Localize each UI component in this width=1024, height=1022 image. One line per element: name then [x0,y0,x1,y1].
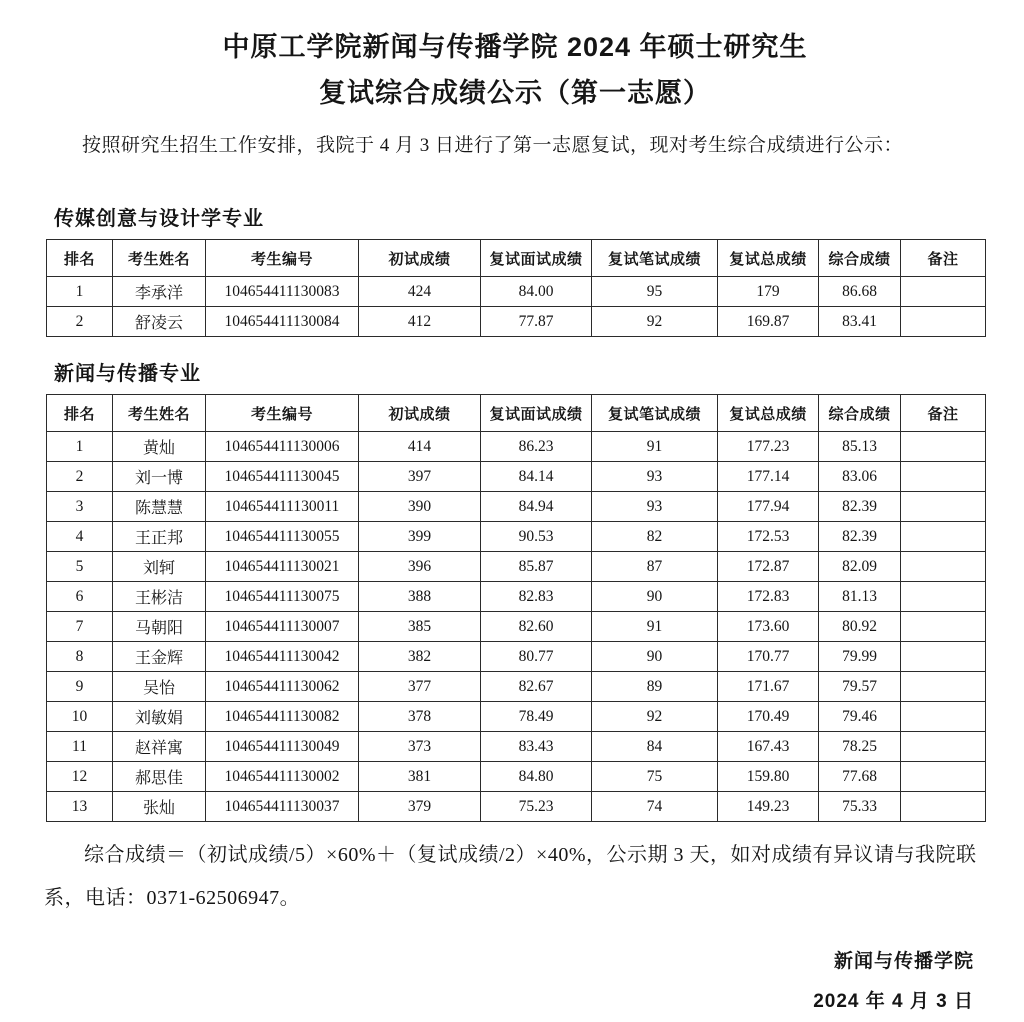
table-cell [901,702,986,732]
candidate-name-cell: 刘敏娟 [113,702,206,732]
candidate-name-cell: 赵祥寓 [113,732,206,762]
table-cell: 2 [47,462,113,492]
table-cell: 79.99 [819,642,901,672]
table-cell: 173.60 [718,612,819,642]
section-heading-media-design: 传媒创意与设计学专业 [54,208,264,231]
table-cell: 177.94 [718,492,819,522]
table-cell: 79.46 [819,702,901,732]
table-cell: 84.14 [481,462,592,492]
table-cell: 424 [359,277,481,307]
table-cell: 1 [47,277,113,307]
column-header: 综合成绩 [819,240,901,277]
table-cell: 167.43 [718,732,819,762]
table-cell: 104654411130083 [206,277,359,307]
table-row [47,492,986,522]
table-cell: 379 [359,792,481,822]
table-cell: 82.60 [481,612,592,642]
candidate-name-cell: 马朝阳 [113,612,206,642]
table-cell [901,277,986,307]
column-header: 考生编号 [206,395,359,432]
table-cell: 84.80 [481,762,592,792]
table-cell: 82 [592,522,718,552]
header-row [47,240,986,277]
intro-paragraph: 按照研究生招生工作安排，我院于 4 月 3 日进行了第一志愿复试，现对考生综合成绩进行公示： [82,134,904,156]
candidate-name-cell: 张灿 [113,792,206,822]
table-cell: 381 [359,762,481,792]
candidate-name-cell: 王金辉 [113,642,206,672]
score-table-media-design [46,239,986,337]
column-header: 综合成绩 [819,395,901,432]
column-header: 初试成绩 [359,395,481,432]
table-cell: 149.23 [718,792,819,822]
table-cell: 84 [592,732,718,762]
table-cell: 78.25 [819,732,901,762]
table-cell: 169.87 [718,307,819,337]
note-paragraph: 综合成绩＝（初试成绩/5）×60%＋（复试成绩/2）×40%，公示期 3 天，如对成绩有异议请与我院联系，电话：0371-62506947。 [44,844,977,910]
table-cell: 373 [359,732,481,762]
table-cell: 92 [592,307,718,337]
table-cell: 172.87 [718,552,819,582]
table-cell: 104654411130007 [206,612,359,642]
table-cell: 82.09 [819,552,901,582]
section-journalism [44,357,986,822]
table-cell: 79.57 [819,672,901,702]
table-row [47,762,986,792]
table-cell: 83.06 [819,462,901,492]
table-cell: 91 [592,612,718,642]
signature-org: 新闻与传播学院 [833,951,974,973]
table-row [47,307,986,337]
column-header: 备注 [901,240,986,277]
table-cell: 171.67 [718,672,819,702]
table-cell: 82.39 [819,522,901,552]
table-cell [901,522,986,552]
table-cell: 396 [359,552,481,582]
table-cell: 172.53 [718,522,819,552]
column-header: 复试总成绩 [718,395,819,432]
score-table-journalism [46,394,986,822]
document-title [44,24,986,117]
column-header: 考生编号 [206,240,359,277]
table-cell: 80.92 [819,612,901,642]
candidate-name-cell: 吴怡 [113,672,206,702]
table-cell: 84.00 [481,277,592,307]
table-cell: 77.87 [481,307,592,337]
title-line-2: 复试综合成绩公示（第一志愿） [319,78,711,109]
table-cell [901,762,986,792]
table-cell: 5 [47,552,113,582]
table-row [47,462,986,492]
table-row [47,612,986,642]
table-cell: 9 [47,672,113,702]
table-row [47,702,986,732]
table-cell: 85.87 [481,552,592,582]
table-cell: 90 [592,642,718,672]
table-cell: 104654411130002 [206,762,359,792]
table-cell: 179 [718,277,819,307]
column-header: 备注 [901,395,986,432]
candidate-name-cell: 舒凌云 [113,307,206,337]
table-cell: 104654411130045 [206,462,359,492]
table-row [47,792,986,822]
table-cell: 75.33 [819,792,901,822]
table-cell: 13 [47,792,113,822]
table-cell: 1 [47,432,113,462]
table-cell: 90.53 [481,522,592,552]
table-cell: 75 [592,762,718,792]
table-cell: 177.23 [718,432,819,462]
table-cell: 3 [47,492,113,522]
table-cell: 93 [592,462,718,492]
table-cell [901,492,986,522]
table-cell: 90 [592,582,718,612]
column-header: 复试面试成绩 [481,395,592,432]
candidate-name-cell: 黄灿 [113,432,206,462]
table-cell: 104654411130082 [206,702,359,732]
table-cell: 82.39 [819,492,901,522]
table-row [47,552,986,582]
table-cell: 385 [359,612,481,642]
table-cell: 377 [359,672,481,702]
table-cell: 104654411130084 [206,307,359,337]
column-header: 复试笔试成绩 [592,395,718,432]
candidate-name-cell: 王正邦 [113,522,206,552]
table-cell [901,672,986,702]
candidate-name-cell: 郝思佳 [113,762,206,792]
table-cell: 170.77 [718,642,819,672]
table-cell: 104654411130042 [206,642,359,672]
header-row [47,395,986,432]
table-cell: 104654411130011 [206,492,359,522]
table-cell: 388 [359,582,481,612]
table-cell [901,792,986,822]
table-row [47,582,986,612]
table-cell: 75.23 [481,792,592,822]
table-cell: 104654411130006 [206,432,359,462]
table-cell: 95 [592,277,718,307]
table-cell: 2 [47,307,113,337]
table-cell: 92 [592,702,718,732]
table-cell: 6 [47,582,113,612]
table-cell: 104654411130021 [206,552,359,582]
table-cell: 82.67 [481,672,592,702]
table-cell: 378 [359,702,481,732]
table-row [47,642,986,672]
table-cell: 86.23 [481,432,592,462]
table-cell: 390 [359,492,481,522]
table-cell: 83.41 [819,307,901,337]
table-cell: 382 [359,642,481,672]
table-cell: 12 [47,762,113,792]
table-cell: 170.49 [718,702,819,732]
column-header: 考生姓名 [113,395,206,432]
table-cell: 104654411130037 [206,792,359,822]
table-cell: 4 [47,522,113,552]
table-cell [901,462,986,492]
signature-date: 2024 年 4 月 3 日 [813,991,974,1013]
section-heading-journalism: 新闻与传播专业 [54,363,201,386]
table-row [47,672,986,702]
table-row [47,522,986,552]
table-cell [901,642,986,672]
table-cell: 399 [359,522,481,552]
column-header: 初试成绩 [359,240,481,277]
table-row [47,277,986,307]
table-cell: 104654411130062 [206,672,359,702]
table-cell [901,732,986,762]
table-cell: 80.77 [481,642,592,672]
table-cell: 91 [592,432,718,462]
table-cell: 81.13 [819,582,901,612]
signature-block [44,942,986,1022]
title-line-1: 中原工学院新闻与传播学院 2024 年硕士研究生 [222,32,808,62]
section-media-design [44,202,986,337]
table-cell: 412 [359,307,481,337]
table-row [47,432,986,462]
candidate-name-cell: 陈慧慧 [113,492,206,522]
table-cell: 177.14 [718,462,819,492]
candidate-name-cell: 刘一博 [113,462,206,492]
candidate-name-cell: 李承洋 [113,277,206,307]
column-header: 排名 [47,395,113,432]
table-cell: 7 [47,612,113,642]
candidate-name-cell: 刘轲 [113,552,206,582]
column-header: 复试面试成绩 [481,240,592,277]
table-cell: 8 [47,642,113,672]
table-cell: 104654411130055 [206,522,359,552]
table-row [47,732,986,762]
table-cell [901,582,986,612]
table-cell: 172.83 [718,582,819,612]
table-cell: 82.83 [481,582,592,612]
table-cell: 414 [359,432,481,462]
table-cell: 104654411130049 [206,732,359,762]
table-cell: 85.13 [819,432,901,462]
table-cell: 87 [592,552,718,582]
table-cell: 86.68 [819,277,901,307]
column-header: 复试总成绩 [718,240,819,277]
table-cell [901,307,986,337]
column-header: 复试笔试成绩 [592,240,718,277]
table-cell: 397 [359,462,481,492]
table-cell: 84.94 [481,492,592,522]
table-cell: 10 [47,702,113,732]
table-cell: 77.68 [819,762,901,792]
table-cell [901,432,986,462]
table-cell: 11 [47,732,113,762]
column-header: 排名 [47,240,113,277]
table-cell: 93 [592,492,718,522]
table-cell: 89 [592,672,718,702]
table-cell: 74 [592,792,718,822]
table-cell: 78.49 [481,702,592,732]
table-cell: 159.80 [718,762,819,792]
table-cell [901,612,986,642]
table-cell [901,552,986,582]
table-cell: 104654411130075 [206,582,359,612]
candidate-name-cell: 王彬洁 [113,582,206,612]
table-cell: 83.43 [481,732,592,762]
column-header: 考生姓名 [113,240,206,277]
